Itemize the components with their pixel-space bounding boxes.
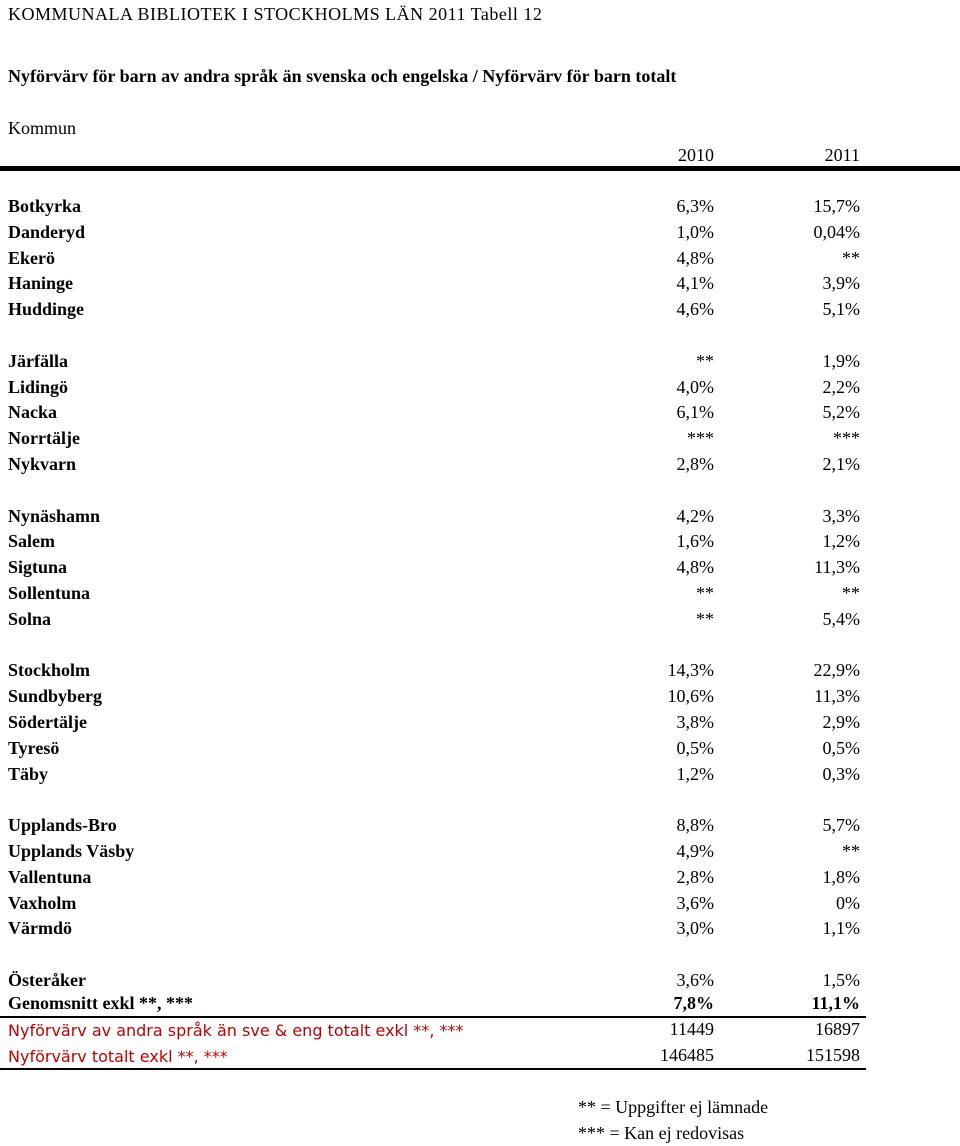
value-2011: 1,9% <box>822 350 860 371</box>
table-row <box>0 454 960 480</box>
municipality-name: Nynäshamn <box>8 505 101 526</box>
value-2011: 0,5% <box>822 737 860 758</box>
summary-row-language <box>0 1019 960 1045</box>
value-2010: 8,8% <box>676 815 714 836</box>
table-row <box>0 351 960 377</box>
value-2010: 2,8% <box>676 454 714 474</box>
municipality-name: Täby <box>8 763 49 784</box>
municipality-name: Ekerö <box>8 247 55 268</box>
value-2010: 4,1% <box>676 273 714 294</box>
table-row <box>0 660 960 686</box>
value-2011: ** <box>842 247 860 268</box>
table-row <box>0 402 960 428</box>
table-row <box>0 712 960 738</box>
value-2010: 4,6% <box>676 299 714 320</box>
value-2011: 5,2% <box>822 402 860 423</box>
municipality-name: Upplands-Bro <box>8 815 117 836</box>
average-2010: 7,8% <box>673 993 714 1013</box>
value-2010: 2,8% <box>676 866 714 887</box>
municipality-name: Norrtälje <box>8 428 80 449</box>
summary-bottom-rule <box>0 1068 866 1070</box>
municipality-name: Danderyd <box>8 221 86 242</box>
municipality-name: Sundbyberg <box>8 686 103 707</box>
municipality-name: Vaxholm <box>8 892 77 913</box>
value-2011: 11,3% <box>814 686 860 707</box>
table-row <box>0 273 960 299</box>
municipality-name: Stockholm <box>8 660 91 681</box>
municipality-name: Värmdö <box>8 918 72 939</box>
footnote-triple-star: *** = Kan ej redovisas <box>578 1123 745 1143</box>
value-2010: 3,6% <box>676 970 714 990</box>
municipality-name: Tyresö <box>8 737 60 758</box>
value-2010: 0,5% <box>676 737 714 758</box>
value-2010: 10,6% <box>667 686 714 707</box>
value-2010: 4,0% <box>676 376 714 397</box>
table-row <box>0 815 960 841</box>
municipality-name: Haninge <box>8 273 74 294</box>
value-2011: 22,9% <box>813 660 860 681</box>
value-2010: 6,1% <box>676 402 714 423</box>
value-2010: 1,6% <box>676 531 714 552</box>
table-row <box>0 609 960 635</box>
value-2010: 4,8% <box>676 557 714 578</box>
summary-label: Nyförvärv totalt exkl **, *** <box>8 1047 228 1066</box>
value-2011: ** <box>842 841 860 861</box>
table-row <box>0 248 960 274</box>
municipality-name: Järfälla <box>8 350 68 371</box>
year-header-2010: 2010 <box>678 145 714 165</box>
table-row <box>0 428 960 454</box>
average-2011: 11,1% <box>811 993 860 1013</box>
municipality-name: Österåker <box>8 970 86 990</box>
value-2010: 1,0% <box>676 221 714 242</box>
table-row <box>0 377 960 403</box>
value-2010: 3,8% <box>676 712 714 732</box>
value-2010: 3,6% <box>676 892 714 913</box>
value-2011: 11,3% <box>814 557 860 578</box>
value-2011: 0,04% <box>813 221 860 242</box>
value-2011: 1,8% <box>822 866 860 887</box>
value-2011: 5,4% <box>822 608 860 629</box>
summary-label: Nyförvärv av andra språk än sve & eng totalt exkl **, *** <box>8 1021 464 1040</box>
table-row <box>0 557 960 583</box>
table-row <box>0 841 960 867</box>
value-2010: ** <box>696 583 714 603</box>
municipality-name: Nykvarn <box>8 454 77 474</box>
municipality-name: Salem <box>8 531 55 552</box>
value-2010: 4,8% <box>676 247 714 268</box>
municipality-name: Huddinge <box>8 299 85 320</box>
column-label-kommun: Kommun <box>8 118 77 138</box>
value-2011: 5,7% <box>822 815 860 836</box>
summary-value-2010: 146485 <box>660 1045 714 1065</box>
table-row <box>0 583 960 609</box>
average-label: Genomsnitt exkl **, *** <box>8 993 194 1013</box>
municipality-name: Sigtuna <box>8 557 68 578</box>
value-2011: 15,7% <box>813 196 860 216</box>
summary-value-2010: 11449 <box>669 1019 714 1039</box>
table-row <box>0 918 960 944</box>
value-2010: 6,3% <box>676 196 714 216</box>
table-row <box>0 531 960 557</box>
year-header-2011: 2011 <box>824 145 860 165</box>
value-2010: ** <box>696 608 714 629</box>
table-row <box>0 686 960 712</box>
value-2011: 1,2% <box>822 531 860 552</box>
municipality-name: Upplands Väsby <box>8 841 135 861</box>
value-2011: 1,1% <box>822 918 860 939</box>
value-2010: 4,2% <box>676 505 714 526</box>
value-2011: 5,1% <box>822 299 860 320</box>
value-2011: 2,1% <box>822 454 860 474</box>
table-row <box>0 867 960 893</box>
value-2010: 4,9% <box>676 841 714 861</box>
table-row <box>0 299 960 325</box>
value-2011: 0,3% <box>822 763 860 784</box>
value-2010: 3,0% <box>676 918 714 939</box>
header-divider <box>0 166 960 171</box>
table-row <box>0 764 960 790</box>
value-2010: 1,2% <box>676 763 714 784</box>
value-2011: 2,2% <box>822 376 860 397</box>
municipality-name: Vallentuna <box>8 866 92 887</box>
municipality-name: Botkyrka <box>8 196 82 216</box>
table-title: Nyförvärv för barn av andra språk än svenska och engelska / Nyförvärv för barn totalt <box>8 66 677 86</box>
report-header: KOMMUNALA BIBLIOTEK I STOCKHOLMS LÄN 2011 Tabell 12 <box>8 4 543 24</box>
summary-value-2011: 16897 <box>815 1019 860 1039</box>
table-row <box>0 196 960 222</box>
value-2011: 1,5% <box>822 970 860 990</box>
value-2010: 14,3% <box>667 660 714 681</box>
value-2011: 3,9% <box>822 273 860 294</box>
table-row <box>0 222 960 248</box>
summary-top-rule <box>0 1016 866 1018</box>
value-2011: ** <box>842 583 860 603</box>
value-2010: ** <box>696 350 714 371</box>
value-2011: 0% <box>836 892 860 913</box>
municipality-name: Södertälje <box>8 712 87 732</box>
table-row <box>0 506 960 532</box>
table-row <box>0 738 960 764</box>
value-2010: *** <box>687 428 714 449</box>
summary-value-2011: 151598 <box>806 1045 860 1065</box>
table-row <box>0 893 960 919</box>
municipality-name: Sollentuna <box>8 583 91 603</box>
municipality-name: Lidingö <box>8 376 69 397</box>
municipality-name: Solna <box>8 608 52 629</box>
footnote-double-star: ** = Uppgifter ej lämnade <box>578 1097 769 1117</box>
municipality-name: Nacka <box>8 402 57 423</box>
value-2011: 3,3% <box>822 505 860 526</box>
value-2011: 2,9% <box>822 712 860 732</box>
value-2011: *** <box>833 428 860 449</box>
